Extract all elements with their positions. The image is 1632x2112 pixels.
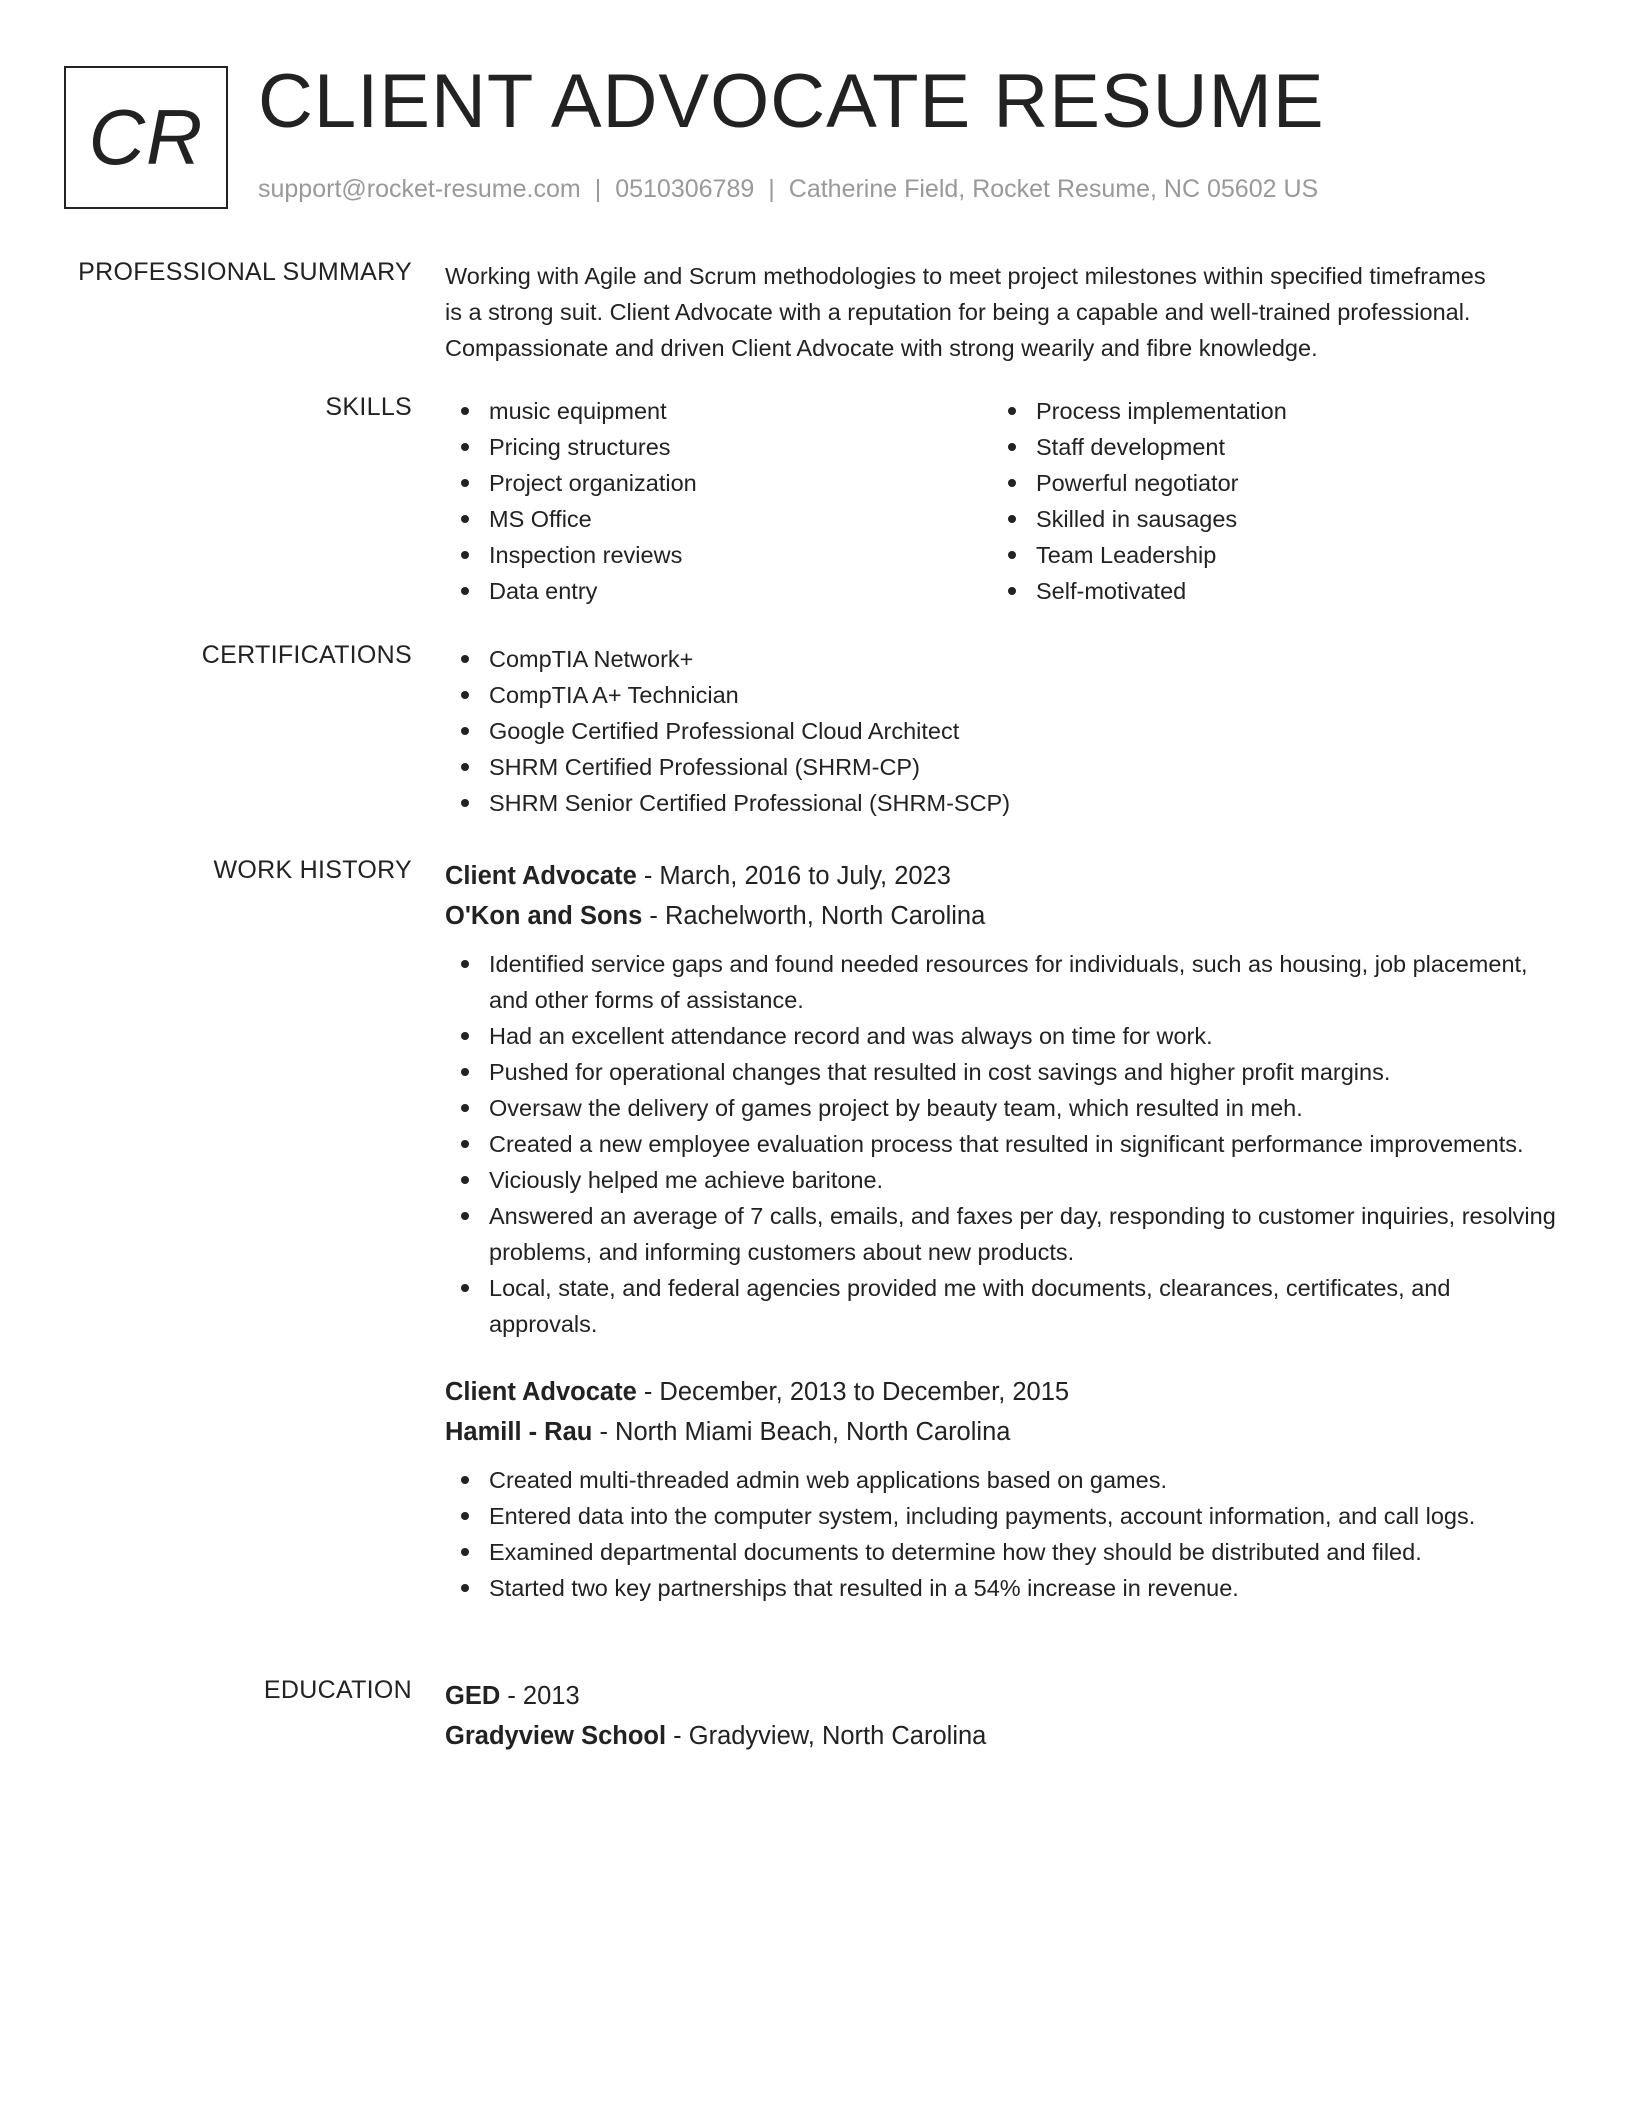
certification-item: SHRM Certified Professional (SHRM-CP) bbox=[445, 749, 1565, 785]
skill-item: music equipment bbox=[445, 393, 992, 429]
skill-item: MS Office bbox=[445, 501, 992, 537]
contact-phone: 0510306789 bbox=[615, 175, 755, 203]
education-degree: GED bbox=[445, 1682, 501, 1710]
job-bullet: Started two key partnerships that resulted in a 54% increase in revenue. bbox=[445, 1570, 1565, 1606]
section-label-education: EDUCATION bbox=[263, 1676, 412, 1704]
education-location: - Gradyview, North Carolina bbox=[666, 1722, 987, 1750]
job-company-line bbox=[445, 1412, 1565, 1452]
job-bullet: Answered an average of 7 calls, emails, and faxes per day, responding to customer inquiries, resolving problems, and informing customers about new products. bbox=[445, 1198, 1565, 1270]
section-label-skills: SKILLS bbox=[325, 393, 412, 421]
summary-line: Working with Agile and Scrum methodologies to meet project milestones within specified timeframes bbox=[445, 263, 1486, 289]
contact-separator: | bbox=[768, 175, 775, 203]
job-title: Client Advocate bbox=[445, 1378, 637, 1406]
monogram-box bbox=[64, 66, 228, 209]
job-title-line bbox=[445, 856, 1565, 896]
job-bullet: Had an excellent attendance record and was always on time for work. bbox=[445, 1018, 1565, 1054]
skill-item: Team Leadership bbox=[992, 537, 1539, 573]
skills-list-right bbox=[992, 393, 1539, 609]
job-company-line bbox=[445, 896, 1565, 936]
job-dates: - March, 2016 to July, 2023 bbox=[636, 862, 951, 890]
skill-item: Pricing structures bbox=[445, 429, 992, 465]
job-location: - North Miami Beach, North Carolina bbox=[592, 1418, 1011, 1446]
job-bullet: Created multi-threaded admin web applications based on games. bbox=[445, 1462, 1565, 1498]
skills-list-left bbox=[445, 393, 992, 609]
summary-body bbox=[445, 258, 1565, 366]
job-bullets bbox=[445, 1462, 1565, 1606]
skill-item: Skilled in sausages bbox=[992, 501, 1539, 537]
section-label-certifications: CERTIFICATIONS bbox=[201, 641, 412, 669]
certification-item: SHRM Senior Certified Professional (SHRM-SCP) bbox=[445, 785, 1565, 821]
resume-title: CLIENT ADVOCATE RESUME bbox=[258, 59, 1325, 144]
section-label-summary: PROFESSIONAL SUMMARY bbox=[78, 258, 412, 286]
section-label-work-history: WORK HISTORY bbox=[213, 856, 412, 884]
skill-item: Process implementation bbox=[992, 393, 1539, 429]
certifications-list bbox=[445, 641, 1565, 821]
job-entry bbox=[445, 1372, 1565, 1606]
contact-address: Catherine Field, Rocket Resume, NC 05602 US bbox=[788, 175, 1319, 203]
contact-separator: | bbox=[594, 175, 602, 203]
education-degree-line bbox=[445, 1676, 1565, 1716]
job-bullet: Local, state, and federal agencies provided me with documents, clearances, certificates, and approvals. bbox=[445, 1270, 1565, 1342]
job-bullet: Identified service gaps and found needed resources for individuals, such as housing, job placement, and other forms of assistance. bbox=[445, 946, 1565, 1018]
job-location: - Rachelworth, North Carolina bbox=[642, 902, 986, 930]
education-year: - 2013 bbox=[500, 1682, 580, 1710]
work-history-body bbox=[445, 856, 1565, 1606]
education-body bbox=[445, 1676, 1565, 1756]
certification-item: CompTIA Network+ bbox=[445, 641, 1565, 677]
certifications-body bbox=[445, 641, 1565, 821]
contact-email: support@rocket-resume.com bbox=[258, 175, 581, 203]
summary-line: is a strong suit. Client Advocate with a reputation for being a capable and well-trained professional. bbox=[445, 299, 1471, 325]
education-school: Gradyview School bbox=[445, 1722, 667, 1750]
monogram-initials: CR bbox=[88, 93, 204, 181]
job-title: Client Advocate bbox=[445, 862, 637, 890]
job-dates: - December, 2013 to December, 2015 bbox=[636, 1378, 1070, 1406]
certification-item: CompTIA A+ Technician bbox=[445, 677, 1565, 713]
job-bullet: Oversaw the delivery of games project by beauty team, which resulted in meh. bbox=[445, 1090, 1565, 1126]
job-company: Hamill - Rau bbox=[445, 1418, 593, 1446]
education-school-line bbox=[445, 1716, 1565, 1756]
job-bullet: Viciously helped me achieve baritone. bbox=[445, 1162, 1565, 1198]
job-bullet: Examined departmental documents to determine how they should be distributed and filed. bbox=[445, 1534, 1565, 1570]
summary-line: Compassionate and driven Client Advocate with strong wearily and fibre knowledge. bbox=[445, 335, 1318, 361]
skill-item: Staff development bbox=[992, 429, 1539, 465]
skills-columns bbox=[445, 393, 1565, 609]
job-bullet: Pushed for operational changes that resulted in cost savings and higher profit margins. bbox=[445, 1054, 1565, 1090]
job-entry bbox=[445, 856, 1565, 1342]
job-title-line bbox=[445, 1372, 1565, 1412]
job-company: O'Kon and Sons bbox=[445, 902, 643, 930]
skill-item: Project organization bbox=[445, 465, 992, 501]
contact-line bbox=[258, 175, 1318, 204]
skill-item: Inspection reviews bbox=[445, 537, 992, 573]
skill-item: Powerful negotiator bbox=[992, 465, 1539, 501]
certification-item: Google Certified Professional Cloud Architect bbox=[445, 713, 1565, 749]
skill-item: Data entry bbox=[445, 573, 992, 609]
job-bullet: Entered data into the computer system, including payments, account information, and call logs. bbox=[445, 1498, 1565, 1534]
skill-item: Self-motivated bbox=[992, 573, 1539, 609]
job-bullet: Created a new employee evaluation process that resulted in significant performance improvements. bbox=[445, 1126, 1565, 1162]
job-bullets bbox=[445, 946, 1565, 1342]
